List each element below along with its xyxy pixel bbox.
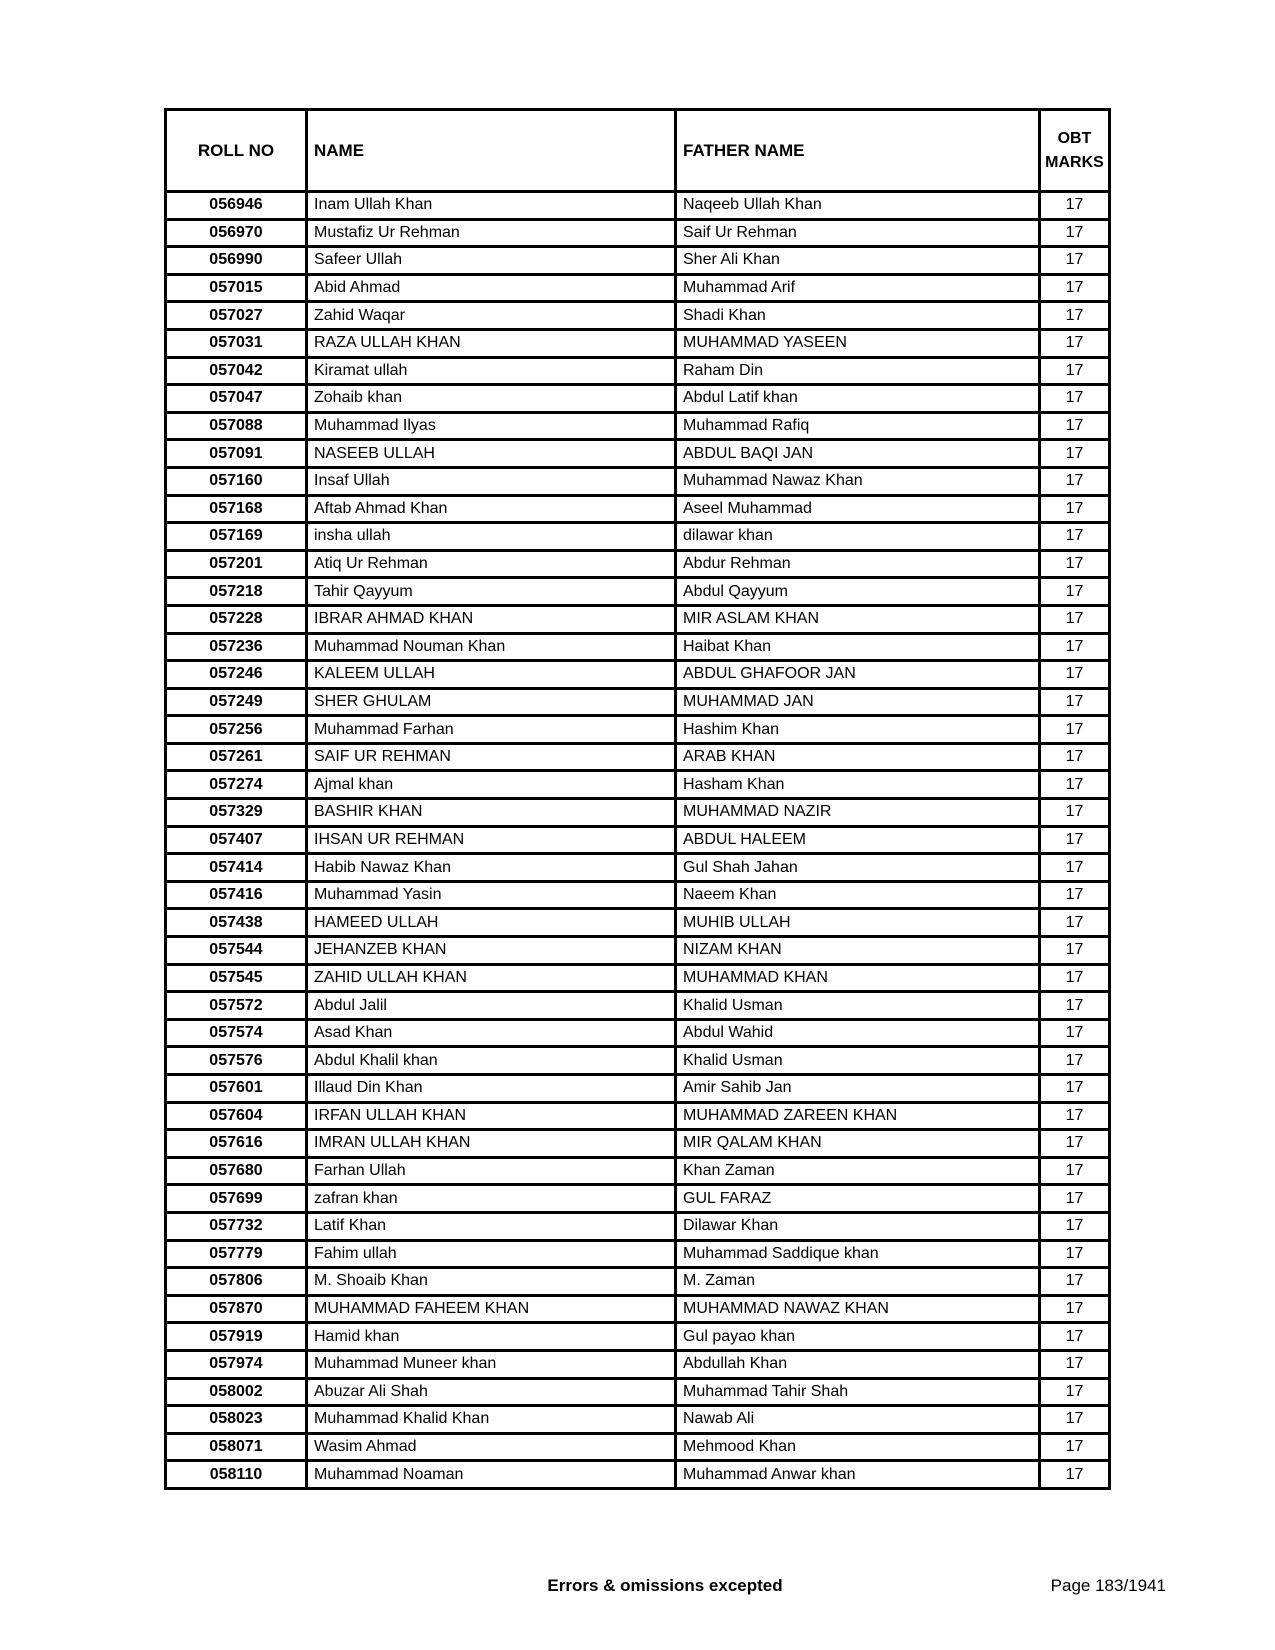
obt-marks-cell: 17 (1040, 881, 1110, 909)
name-cell: Abuzar Ali Shah (307, 1378, 676, 1406)
table-row (166, 357, 1110, 385)
name-cell: Illaud Din Khan (307, 1075, 676, 1103)
name-cell: Zohaib khan (307, 385, 676, 413)
roll-no-cell: 057201 (166, 550, 307, 578)
table-row (166, 578, 1110, 606)
father-name-cell: Aseel Muhammad (676, 495, 1040, 523)
father-name-cell: Gul payao khan (676, 1323, 1040, 1351)
obt-marks-cell: 17 (1040, 743, 1110, 771)
obt-marks-cell: 17 (1040, 826, 1110, 854)
table-row (166, 1433, 1110, 1461)
obt-marks-cell: 17 (1040, 578, 1110, 606)
obt-marks-cell: 17 (1040, 1185, 1110, 1213)
father-name-cell: Muhammad Saddique khan (676, 1240, 1040, 1268)
name-cell: Atiq Ur Rehman (307, 550, 676, 578)
footer-note: Errors & omissions excepted (547, 1576, 783, 1595)
name-cell: Aftab Ahmad Khan (307, 495, 676, 523)
father-name-cell: Khalid Usman (676, 992, 1040, 1020)
obt-marks-cell: 17 (1040, 1350, 1110, 1378)
father-name-cell: Muhammad Arif (676, 274, 1040, 302)
roll-no-cell: 057732 (166, 1212, 307, 1240)
obt-marks-cell: 17 (1040, 1406, 1110, 1434)
table-row (166, 688, 1110, 716)
obt-marks-cell: 17 (1040, 688, 1110, 716)
roll-no-cell: 057246 (166, 661, 307, 689)
name-cell: KALEEM ULLAH (307, 661, 676, 689)
name-cell: Zahid Waqar (307, 302, 676, 330)
name-cell: Muhammad Ilyas (307, 412, 676, 440)
page-number: Page 183/1941 (1050, 1576, 1166, 1595)
name-cell: RAZA ULLAH KHAN (307, 329, 676, 357)
table-row (166, 1461, 1110, 1489)
col-header-father-name: FATHER NAME (676, 110, 1040, 192)
name-cell: Muhammad Noaman (307, 1461, 676, 1489)
roll-no-cell: 057870 (166, 1295, 307, 1323)
father-name-cell: MUHAMMAD YASEEN (676, 329, 1040, 357)
obt-marks-cell: 17 (1040, 799, 1110, 827)
name-cell: Muhammad Yasin (307, 881, 676, 909)
roll-no-cell: 057015 (166, 274, 307, 302)
father-name-cell: MIR ASLAM KHAN (676, 605, 1040, 633)
father-name-cell: Raham Din (676, 357, 1040, 385)
table-row (166, 495, 1110, 523)
table-row (166, 1295, 1110, 1323)
page-footer (164, 1576, 1166, 1600)
obt-marks-cell: 17 (1040, 661, 1110, 689)
name-cell: Latif Khan (307, 1212, 676, 1240)
father-name-cell: Abdul Latif khan (676, 385, 1040, 413)
table-row (166, 799, 1110, 827)
name-cell: IHSAN UR REHMAN (307, 826, 676, 854)
name-cell: Asad Khan (307, 1019, 676, 1047)
obt-marks-cell: 17 (1040, 1212, 1110, 1240)
obt-marks-cell: 17 (1040, 937, 1110, 965)
father-name-cell: MUHAMMAD ZAREEN KHAN (676, 1102, 1040, 1130)
table-row (166, 385, 1110, 413)
table-row (166, 1240, 1110, 1268)
name-cell: Tahir Qayyum (307, 578, 676, 606)
roll-no-cell: 058071 (166, 1433, 307, 1461)
roll-no-cell: 057438 (166, 909, 307, 937)
roll-no-cell: 057576 (166, 1047, 307, 1075)
father-name-cell: MUHAMMAD NAWAZ KHAN (676, 1295, 1040, 1323)
table-row (166, 192, 1110, 220)
table-row (166, 523, 1110, 551)
father-name-cell: ABDUL HALEEM (676, 826, 1040, 854)
father-name-cell: Amir Sahib Jan (676, 1075, 1040, 1103)
table-row (166, 412, 1110, 440)
obt-marks-cell: 17 (1040, 964, 1110, 992)
roll-no-cell: 057574 (166, 1019, 307, 1047)
obt-marks-cell: 17 (1040, 192, 1110, 220)
obt-marks-cell: 17 (1040, 633, 1110, 661)
name-cell: BASHIR KHAN (307, 799, 676, 827)
roll-no-cell: 057088 (166, 412, 307, 440)
obt-marks-cell: 17 (1040, 771, 1110, 799)
roll-no-cell: 057042 (166, 357, 307, 385)
table-row (166, 937, 1110, 965)
results-table (164, 108, 1111, 1490)
table-row (166, 771, 1110, 799)
table-row (166, 302, 1110, 330)
roll-no-cell: 057256 (166, 716, 307, 744)
name-cell: Wasim Ahmad (307, 1433, 676, 1461)
father-name-cell: Naqeeb Ullah Khan (676, 192, 1040, 220)
obt-marks-cell: 17 (1040, 1323, 1110, 1351)
table-row (166, 1157, 1110, 1185)
name-cell: Safeer Ullah (307, 247, 676, 275)
roll-no-cell: 057680 (166, 1157, 307, 1185)
results-table-body (166, 192, 1110, 1489)
name-cell: SAIF UR REHMAN (307, 743, 676, 771)
roll-no-cell: 057047 (166, 385, 307, 413)
name-cell: HAMEED ULLAH (307, 909, 676, 937)
obt-marks-cell: 17 (1040, 605, 1110, 633)
table-row (166, 661, 1110, 689)
father-name-cell: Abdul Wahid (676, 1019, 1040, 1047)
table-row (166, 881, 1110, 909)
roll-no-cell: 057031 (166, 329, 307, 357)
obt-marks-cell: 17 (1040, 1157, 1110, 1185)
father-name-cell: Dilawar Khan (676, 1212, 1040, 1240)
table-row (166, 329, 1110, 357)
table-row (166, 633, 1110, 661)
table-row (166, 550, 1110, 578)
name-cell: JEHANZEB KHAN (307, 937, 676, 965)
obt-marks-cell: 17 (1040, 716, 1110, 744)
name-cell: Insaf Ullah (307, 467, 676, 495)
name-cell: Habib Nawaz Khan (307, 854, 676, 882)
obt-marks-cell: 17 (1040, 247, 1110, 275)
father-name-cell: NIZAM KHAN (676, 937, 1040, 965)
roll-no-cell: 058023 (166, 1406, 307, 1434)
father-name-cell: ABDUL BAQI JAN (676, 440, 1040, 468)
roll-no-cell: 057604 (166, 1102, 307, 1130)
father-name-cell: MUHAMMAD KHAN (676, 964, 1040, 992)
father-name-cell: Hashim Khan (676, 716, 1040, 744)
name-cell: IRFAN ULLAH KHAN (307, 1102, 676, 1130)
father-name-cell: Sher Ali Khan (676, 247, 1040, 275)
name-cell: Ajmal khan (307, 771, 676, 799)
obt-marks-cell: 17 (1040, 1268, 1110, 1296)
roll-no-cell: 058110 (166, 1461, 307, 1489)
obt-marks-cell: 17 (1040, 357, 1110, 385)
roll-no-cell: 057236 (166, 633, 307, 661)
name-cell: Muhammad Khalid Khan (307, 1406, 676, 1434)
obt-marks-cell: 17 (1040, 467, 1110, 495)
father-name-cell: MUHAMMAD JAN (676, 688, 1040, 716)
name-cell: Fahim ullah (307, 1240, 676, 1268)
table-row (166, 1268, 1110, 1296)
table-row (166, 854, 1110, 882)
name-cell: IMRAN ULLAH KHAN (307, 1130, 676, 1158)
roll-no-cell: 057168 (166, 495, 307, 523)
table-row (166, 1185, 1110, 1213)
roll-no-cell: 057407 (166, 826, 307, 854)
obt-marks-cell: 17 (1040, 412, 1110, 440)
name-cell: Hamid khan (307, 1323, 676, 1351)
obt-marks-cell: 17 (1040, 1102, 1110, 1130)
table-row (166, 964, 1110, 992)
roll-no-cell: 057601 (166, 1075, 307, 1103)
col-header-name: NAME (307, 110, 676, 192)
father-name-cell: Haibat Khan (676, 633, 1040, 661)
name-cell: MUHAMMAD FAHEEM KHAN (307, 1295, 676, 1323)
obt-marks-cell: 17 (1040, 523, 1110, 551)
roll-no-cell: 057919 (166, 1323, 307, 1351)
roll-no-cell: 056990 (166, 247, 307, 275)
father-name-cell: Nawab Ali (676, 1406, 1040, 1434)
obt-marks-cell: 17 (1040, 1295, 1110, 1323)
name-cell: Muhammad Muneer khan (307, 1350, 676, 1378)
father-name-cell: Shadi Khan (676, 302, 1040, 330)
obt-marks-cell: 17 (1040, 1075, 1110, 1103)
father-name-cell: M. Zaman (676, 1268, 1040, 1296)
table-row (166, 247, 1110, 275)
father-name-cell: Hasham Khan (676, 771, 1040, 799)
name-cell: Kiramat ullah (307, 357, 676, 385)
col-header-obt-marks: OBT MARKS (1040, 110, 1110, 192)
table-row (166, 909, 1110, 937)
results-table-header (166, 110, 1110, 192)
table-row (166, 1047, 1110, 1075)
father-name-cell: MIR QALAM KHAN (676, 1130, 1040, 1158)
father-name-cell: Mehmood Khan (676, 1433, 1040, 1461)
obt-marks-cell: 17 (1040, 1433, 1110, 1461)
roll-no-cell: 057544 (166, 937, 307, 965)
name-cell: Muhammad Nouman Khan (307, 633, 676, 661)
father-name-cell: Saif Ur Rehman (676, 219, 1040, 247)
roll-no-cell: 057974 (166, 1350, 307, 1378)
name-cell: ZAHID ULLAH KHAN (307, 964, 676, 992)
table-row (166, 1130, 1110, 1158)
table-row (166, 274, 1110, 302)
name-cell: NASEEB ULLAH (307, 440, 676, 468)
table-row (166, 1212, 1110, 1240)
father-name-cell: Abdur Rehman (676, 550, 1040, 578)
obt-marks-cell: 17 (1040, 385, 1110, 413)
roll-no-cell: 056946 (166, 192, 307, 220)
roll-no-cell: 057274 (166, 771, 307, 799)
name-cell: insha ullah (307, 523, 676, 551)
roll-no-cell: 057091 (166, 440, 307, 468)
father-name-cell: Khan Zaman (676, 1157, 1040, 1185)
table-row (166, 826, 1110, 854)
father-name-cell: Gul Shah Jahan (676, 854, 1040, 882)
table-row (166, 1350, 1110, 1378)
roll-no-cell: 057699 (166, 1185, 307, 1213)
obt-marks-cell: 17 (1040, 1047, 1110, 1075)
obt-marks-cell: 17 (1040, 1240, 1110, 1268)
table-row (166, 1019, 1110, 1047)
obt-marks-cell: 17 (1040, 329, 1110, 357)
name-cell: Inam Ullah Khan (307, 192, 676, 220)
roll-no-cell: 057228 (166, 605, 307, 633)
name-cell: Muhammad Farhan (307, 716, 676, 744)
roll-no-cell: 057261 (166, 743, 307, 771)
father-name-cell: Naeem Khan (676, 881, 1040, 909)
father-name-cell: ARAB KHAN (676, 743, 1040, 771)
obt-marks-cell: 17 (1040, 440, 1110, 468)
roll-no-cell: 057160 (166, 467, 307, 495)
name-cell: Abdul Khalil khan (307, 1047, 676, 1075)
obt-marks-cell: 17 (1040, 219, 1110, 247)
father-name-cell: Muhammad Anwar khan (676, 1461, 1040, 1489)
roll-no-cell: 058002 (166, 1378, 307, 1406)
name-cell: Mustafiz Ur Rehman (307, 219, 676, 247)
father-name-cell: Muhammad Tahir Shah (676, 1378, 1040, 1406)
obt-marks-cell: 17 (1040, 854, 1110, 882)
roll-no-cell: 057779 (166, 1240, 307, 1268)
table-row (166, 1323, 1110, 1351)
roll-no-cell: 057218 (166, 578, 307, 606)
roll-no-cell: 057169 (166, 523, 307, 551)
roll-no-cell: 057572 (166, 992, 307, 1020)
father-name-cell: Khalid Usman (676, 1047, 1040, 1075)
table-row (166, 1378, 1110, 1406)
roll-no-cell: 057027 (166, 302, 307, 330)
father-name-cell: GUL FARAZ (676, 1185, 1040, 1213)
name-cell: SHER GHULAM (307, 688, 676, 716)
table-row (166, 1102, 1110, 1130)
obt-marks-cell: 17 (1040, 1461, 1110, 1489)
obt-marks-cell: 17 (1040, 909, 1110, 937)
obt-marks-cell: 17 (1040, 274, 1110, 302)
col-header-roll-no: ROLL NO (166, 110, 307, 192)
table-row (166, 1075, 1110, 1103)
roll-no-cell: 057329 (166, 799, 307, 827)
roll-no-cell: 057806 (166, 1268, 307, 1296)
table-row (166, 743, 1110, 771)
obt-marks-cell: 17 (1040, 1019, 1110, 1047)
table-row (166, 992, 1110, 1020)
name-cell: zafran khan (307, 1185, 676, 1213)
name-cell: Farhan Ullah (307, 1157, 676, 1185)
table-row (166, 440, 1110, 468)
obt-marks-cell: 17 (1040, 1378, 1110, 1406)
roll-no-cell: 057416 (166, 881, 307, 909)
table-row (166, 467, 1110, 495)
father-name-cell: MUHAMMAD NAZIR (676, 799, 1040, 827)
name-cell: IBRAR AHMAD KHAN (307, 605, 676, 633)
table-row (166, 716, 1110, 744)
father-name-cell: Abdullah Khan (676, 1350, 1040, 1378)
father-name-cell: Muhammad Nawaz Khan (676, 467, 1040, 495)
name-cell: Abid Ahmad (307, 274, 676, 302)
obt-marks-cell: 17 (1040, 302, 1110, 330)
roll-no-cell: 057616 (166, 1130, 307, 1158)
obt-marks-cell: 17 (1040, 1130, 1110, 1158)
father-name-cell: Abdul Qayyum (676, 578, 1040, 606)
roll-no-cell: 057545 (166, 964, 307, 992)
obt-marks-cell: 17 (1040, 550, 1110, 578)
father-name-cell: dilawar khan (676, 523, 1040, 551)
name-cell: M. Shoaib Khan (307, 1268, 676, 1296)
roll-no-cell: 057249 (166, 688, 307, 716)
obt-marks-cell: 17 (1040, 495, 1110, 523)
table-row (166, 1406, 1110, 1434)
name-cell: Abdul Jalil (307, 992, 676, 1020)
roll-no-cell: 056970 (166, 219, 307, 247)
roll-no-cell: 057414 (166, 854, 307, 882)
header-row (166, 110, 1110, 192)
obt-marks-cell: 17 (1040, 992, 1110, 1020)
table-row (166, 219, 1110, 247)
father-name-cell: MUHIB ULLAH (676, 909, 1040, 937)
table-row (166, 605, 1110, 633)
father-name-cell: ABDUL GHAFOOR JAN (676, 661, 1040, 689)
father-name-cell: Muhammad Rafiq (676, 412, 1040, 440)
